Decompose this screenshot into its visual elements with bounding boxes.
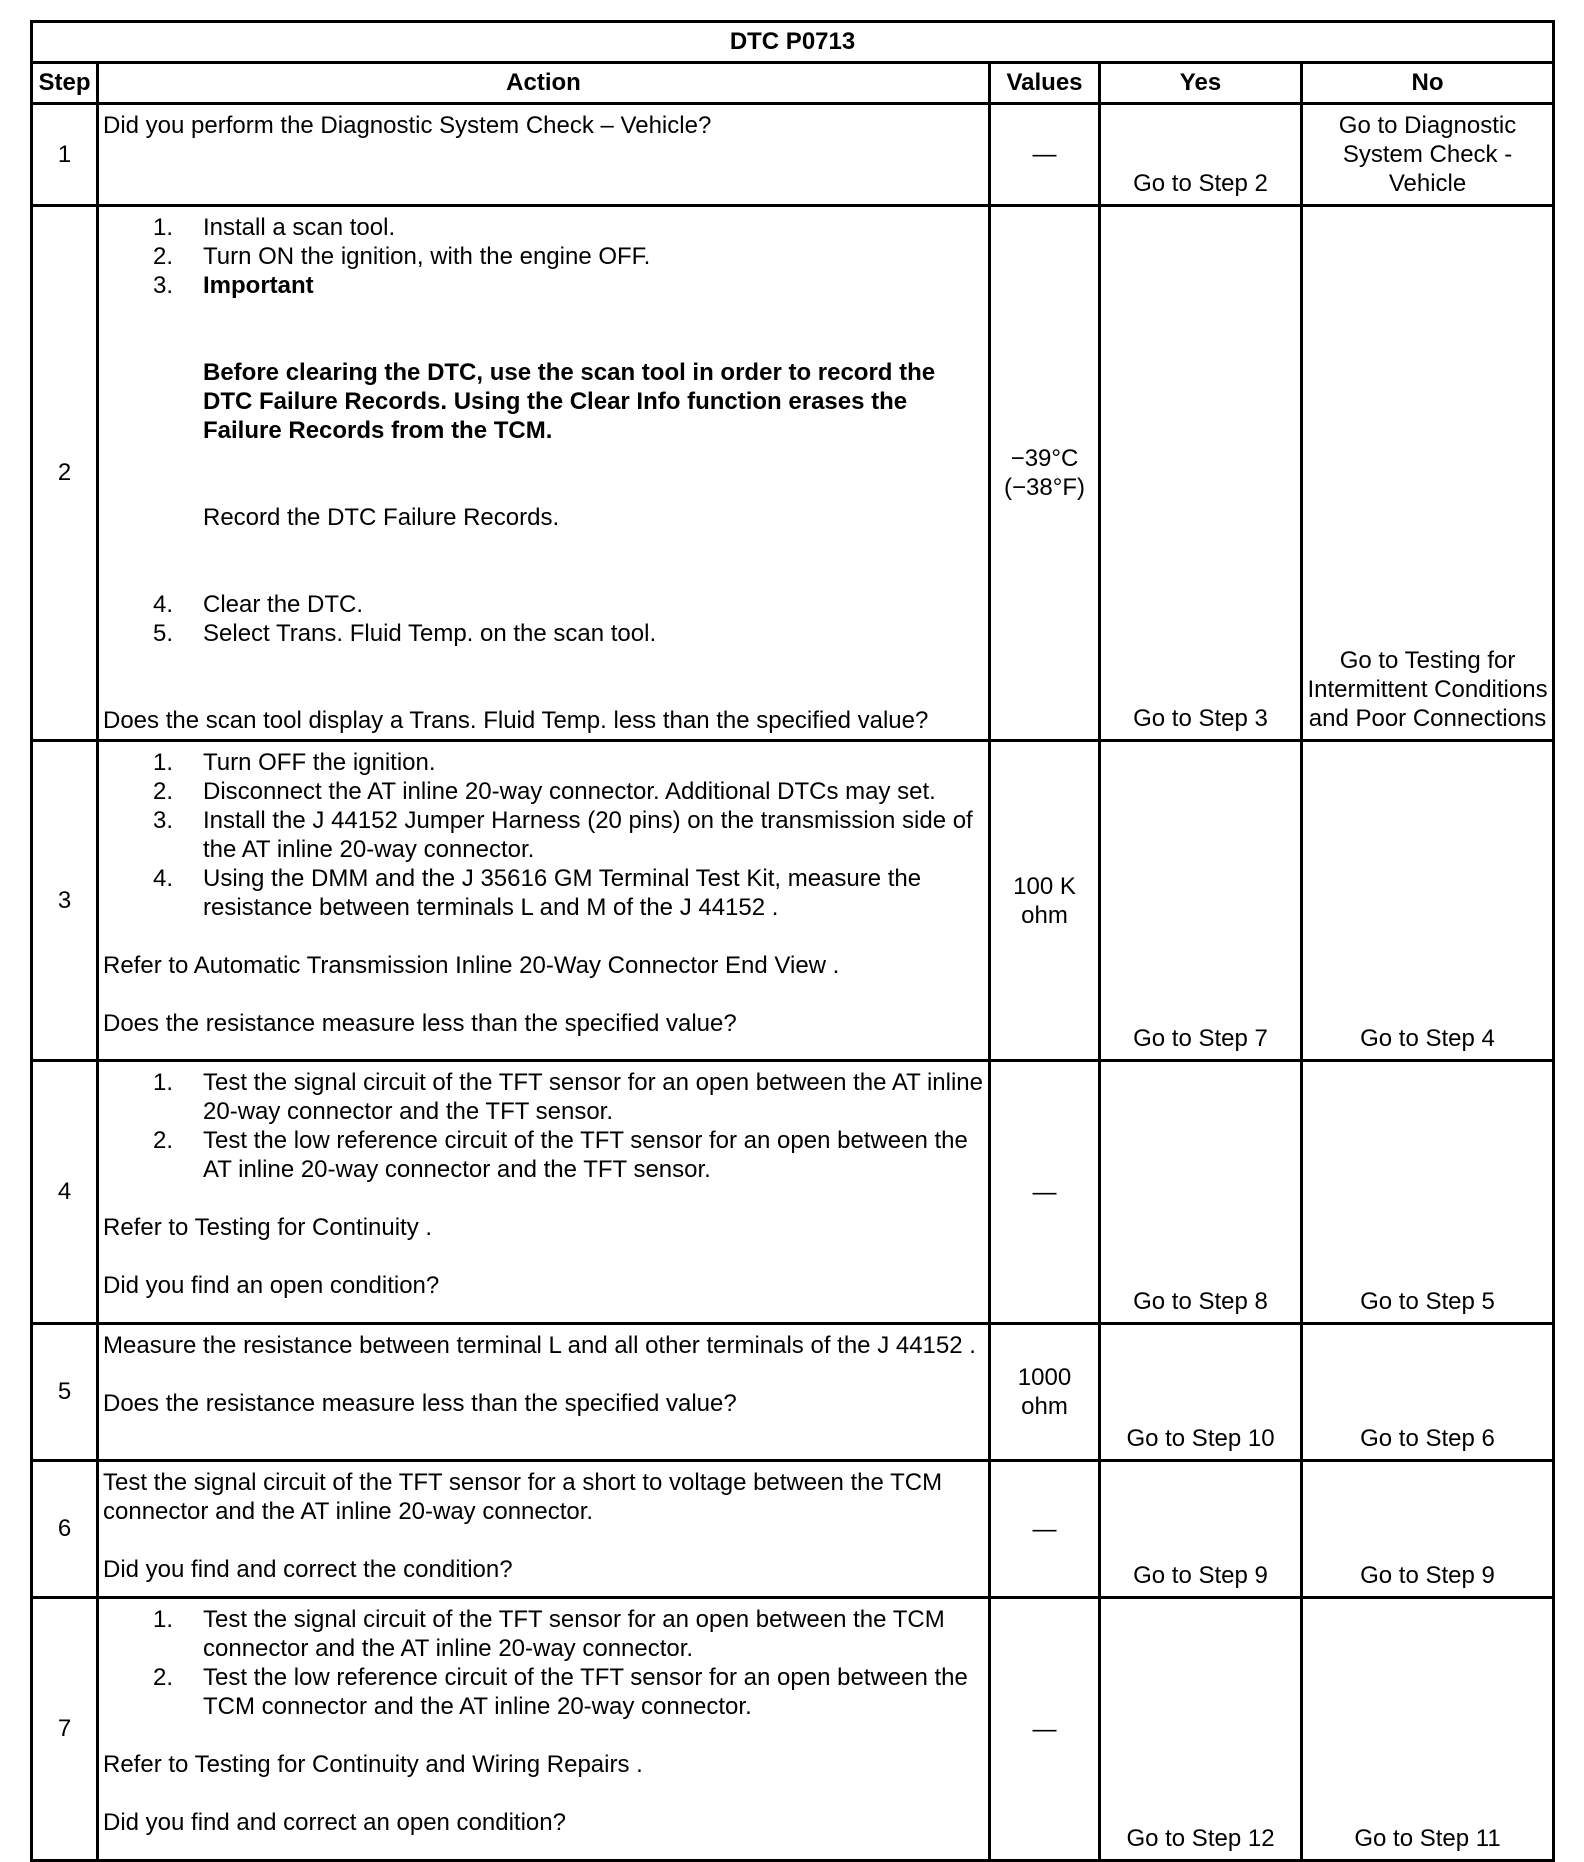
- list-item: 3. Important: [153, 272, 314, 299]
- table-row: [32, 206, 1554, 741]
- spec-value: —: [990, 1461, 1100, 1598]
- spec-value: −39°C (−38°F): [990, 206, 1100, 741]
- action-cell: [98, 1324, 990, 1461]
- step-number: 2: [32, 206, 98, 741]
- step-question: Did you find and correct an open condition?: [103, 1809, 566, 1836]
- yes-link[interactable]: Go to Step 2: [1100, 104, 1302, 206]
- dtc-diagnostic-table: [30, 20, 1555, 1862]
- table-row: [32, 104, 1554, 206]
- list-item: 5. Select Trans. Fluid Temp. on the scan tool.: [153, 620, 657, 647]
- action-cell: [98, 741, 990, 1061]
- no-link[interactable]: Go to Step 9: [1302, 1461, 1554, 1598]
- action-cell: [98, 104, 990, 206]
- header-step: Step: [32, 63, 98, 104]
- step-question: Does the resistance measure less than the specified value?: [103, 1390, 737, 1417]
- spec-value: 1000 ohm: [990, 1324, 1100, 1461]
- spec-value: —: [990, 1598, 1100, 1861]
- list-item: 3. Install the J 44152 Jumper Harness (20 pins) on the transmission side of the AT inline 20-way connector.: [153, 807, 973, 863]
- step-question: Does the resistance measure less than the specified value?: [103, 1010, 737, 1037]
- step-number: 5: [32, 1324, 98, 1461]
- step-number: 4: [32, 1061, 98, 1324]
- header-yes: Yes: [1100, 63, 1302, 104]
- refer-link[interactable]: Refer to Testing for Continuity .: [103, 1214, 433, 1241]
- step-question: Did you perform the Diagnostic System Check – Vehicle?: [103, 112, 712, 139]
- yes-link[interactable]: Go to Step 8: [1100, 1061, 1302, 1324]
- action-cell: [98, 1461, 990, 1598]
- table-row: [32, 1461, 1554, 1598]
- no-link[interactable]: Go to Testing for Intermittent Conditions and Poor Connections: [1302, 206, 1554, 741]
- header-no: No: [1302, 63, 1554, 104]
- step-number: 3: [32, 741, 98, 1061]
- table-row: [32, 1061, 1554, 1324]
- action-cell: [98, 1061, 990, 1324]
- record-instruction: Record the DTC Failure Records.: [203, 504, 560, 531]
- refer-link[interactable]: Refer to Testing for Continuity and Wiring Repairs .: [103, 1751, 643, 1778]
- header-action: Action: [98, 63, 990, 104]
- step-instruction: Measure the resistance between terminal L and all other terminals of the J 44152 .: [103, 1332, 976, 1359]
- spec-value: 100 K ohm: [990, 741, 1100, 1061]
- list-item: 2. Disconnect the AT inline 20-way connector. Additional DTCs may set.: [153, 778, 936, 805]
- header-values: Values: [990, 63, 1100, 104]
- list-item: 1. Turn OFF the ignition.: [153, 749, 436, 776]
- list-item: 1. Install a scan tool.: [153, 214, 396, 241]
- spec-value: —: [990, 1061, 1100, 1324]
- step-number: 6: [32, 1461, 98, 1598]
- no-link[interactable]: Go to Step 6: [1302, 1324, 1554, 1461]
- step-number: 7: [32, 1598, 98, 1861]
- no-link[interactable]: Go to Step 5: [1302, 1061, 1554, 1324]
- step-question: Does the scan tool display a Trans. Fluid Temp. less than the specified value?: [103, 707, 929, 734]
- no-link[interactable]: Go to Diagnostic System Check - Vehicle: [1302, 104, 1554, 206]
- no-link[interactable]: Go to Step 11: [1302, 1598, 1554, 1861]
- table-row: [32, 1598, 1554, 1861]
- step-instruction: Test the signal circuit of the TFT sensor for a short to voltage between the TCM connector and the AT inline 20-way connector.: [103, 1469, 943, 1525]
- table-row: [32, 1324, 1554, 1461]
- yes-link[interactable]: Go to Step 10: [1100, 1324, 1302, 1461]
- refer-link[interactable]: Refer to Automatic Transmission Inline 20-Way Connector End View .: [103, 952, 840, 979]
- important-note: Before clearing the DTC, use the scan tool in order to record the DTC Failure Records. Using the Clear Info function erases the Failure Records from the TCM.: [203, 359, 936, 444]
- list-item: 2. Test the low reference circuit of the TFT sensor for an open between the TCM connector and the AT inline 20-way connector.: [153, 1664, 968, 1720]
- list-item: 2. Test the low reference circuit of the TFT sensor for an open between the AT inline 20-way connector and the TFT sensor.: [153, 1127, 968, 1183]
- action-cell: [98, 206, 990, 741]
- step-question: Did you find an open condition?: [103, 1272, 440, 1299]
- list-item: 1. Test the signal circuit of the TFT sensor for an open between the AT inline 20-way connector and the TFT sensor.: [153, 1069, 983, 1125]
- yes-link[interactable]: Go to Step 9: [1100, 1461, 1302, 1598]
- yes-link[interactable]: Go to Step 7: [1100, 741, 1302, 1061]
- table-title: DTC P0713: [32, 22, 1554, 63]
- yes-link[interactable]: Go to Step 3: [1100, 206, 1302, 741]
- important-label: Important: [203, 272, 314, 299]
- list-item: 4. Clear the DTC.: [153, 591, 364, 618]
- action-cell: [98, 1598, 990, 1861]
- step-number: 1: [32, 104, 98, 206]
- step-question: Did you find and correct the condition?: [103, 1556, 513, 1583]
- yes-link[interactable]: Go to Step 12: [1100, 1598, 1302, 1861]
- table-row: [32, 741, 1554, 1061]
- list-item: 4. Using the DMM and the J 35616 GM Terminal Test Kit, measure the resistance between terminals L and M of the J 44152 .: [153, 865, 922, 921]
- spec-value: —: [990, 104, 1100, 206]
- list-item: 1. Test the signal circuit of the TFT sensor for an open between the TCM connector and the AT inline 20-way connector.: [153, 1606, 945, 1662]
- no-link[interactable]: Go to Step 4: [1302, 741, 1554, 1061]
- list-item: 2. Turn ON the ignition, with the engine OFF.: [153, 243, 651, 270]
